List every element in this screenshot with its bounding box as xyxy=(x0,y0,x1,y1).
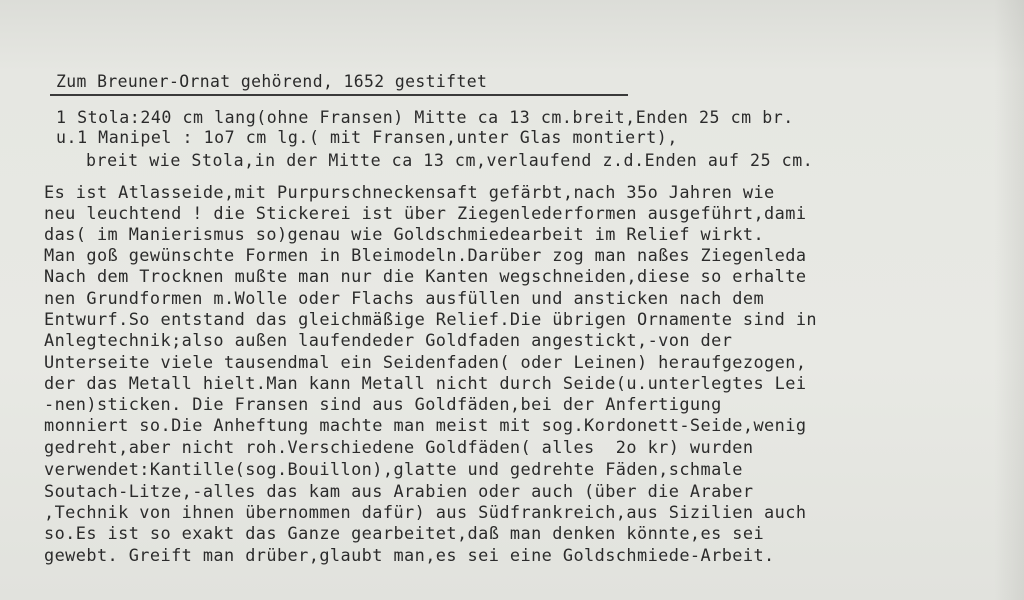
body-line: das( im Manierismus so)genau wie Goldschmiedearbeit im Relief wirkt. xyxy=(44,224,765,244)
body-line: so.Es ist so exakt das Ganze gearbeitet,daß man denken könnte,es sei xyxy=(44,523,765,543)
document-title: Zum Breuner-Ornat gehörend, 1652 gestiftet xyxy=(56,72,488,91)
header-line-manipel: u.1 Manipel : 1o7 cm lg.( mit Fransen,unter Glas montiert), xyxy=(56,128,678,147)
title-underline xyxy=(50,94,628,96)
body-line: monniert so.Die Anheftung machte man meist mit sog.Kordonett-Seide,wenig xyxy=(44,415,807,435)
body-line: -nen)sticken. Die Fransen sind aus Goldfäden,bei der Anfertigung xyxy=(44,394,722,414)
body-line: Soutach-Litze,-alles das kam aus Arabien oder auch (über die Araber xyxy=(44,481,754,501)
body-line: ,Technik von ihnen übernommen dafür) aus Südfrankreich,aus Sizilien auch xyxy=(44,502,807,522)
body-line: verwendet:Kantille(sog.Bouillon),glatte und gedrehte Fäden,schmale xyxy=(44,459,743,479)
body-line: der das Metall hielt.Man kann Metall nicht durch Seide(u.unterlegtes Lei xyxy=(44,373,807,393)
body-line: nen Grundformen m.Wolle oder Flachs ausfüllen und ansticken nach dem xyxy=(44,288,765,308)
body-line: Anlegtechnik;also außen laufendeder Goldfaden angestickt,-von der xyxy=(44,330,733,350)
body-line: gedreht,aber nicht roh.Verschiedene Goldfäden( alles 2o kr) wurden xyxy=(44,437,754,457)
body-line: Nach dem Trocknen mußte man nur die Kanten wegschneiden,diese so erhalte xyxy=(44,266,807,286)
body-line: Entwurf.So entstand das gleichmäßige Relief.Die übrigen Ornamente sind in xyxy=(44,309,817,329)
body-line: Unterseite viele tausendmal ein Seidenfaden( oder Leinen) heraufgezogen, xyxy=(44,352,807,372)
body-line: neu leuchtend ! die Stickerei ist über Ziegenlederformen ausgeführt,dami xyxy=(44,203,807,223)
header-line-stola: 1 Stola:240 cm lang(ohne Fransen) Mitte ca 13 cm.breit,Enden 25 cm br. xyxy=(56,108,794,127)
body-line: Es ist Atlasseide,mit Purpurschneckensaft gefärbt,nach 35o Jahren wie xyxy=(44,182,775,202)
header-line-width: breit wie Stola,in der Mitte ca 13 cm,verlaufend z.d.Enden auf 25 cm. xyxy=(86,151,814,170)
body-line: gewebt. Greift man drüber,glaubt man,es sei eine Goldschmiede-Arbeit. xyxy=(44,545,775,565)
body-line: Man goß gewünschte Formen in Bleimodeln.Darüber zog man naßes Ziegenleda xyxy=(44,245,807,265)
